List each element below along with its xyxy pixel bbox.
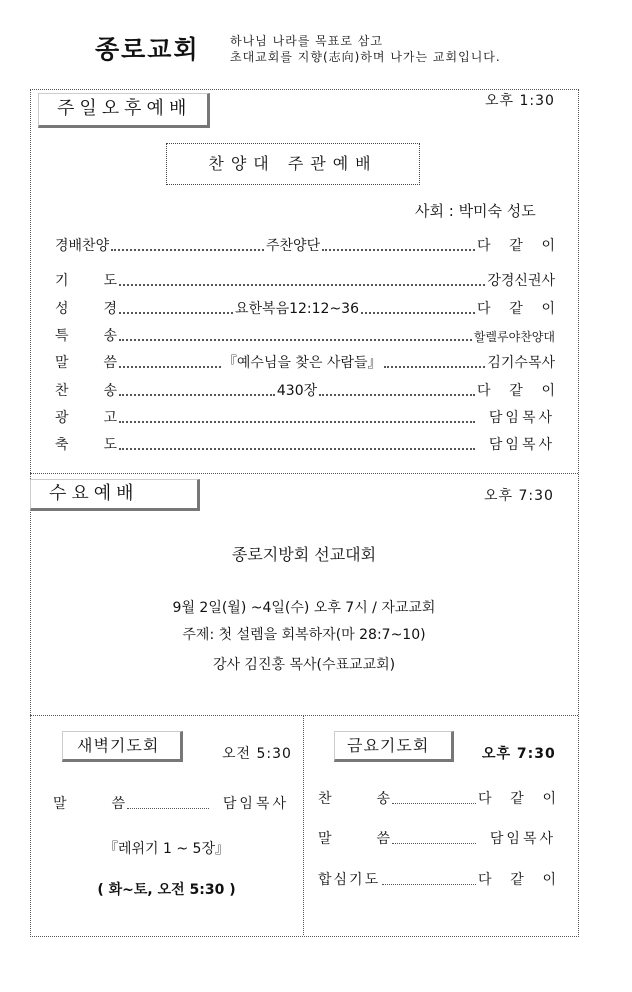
wednesday-event: 종로지방회 선교대회 bbox=[231, 545, 377, 564]
sunday-service-time: 오후 1:30 bbox=[485, 93, 555, 109]
order-detail: 430장 bbox=[276, 383, 318, 399]
order-label bbox=[55, 434, 117, 454]
wednesday-service-time: 오후 7:30 bbox=[484, 488, 554, 504]
label-part: 말 bbox=[55, 355, 69, 371]
label-part: 씀 bbox=[376, 831, 390, 847]
label-part: 성 bbox=[55, 301, 69, 317]
label-part: 같 bbox=[509, 301, 523, 317]
leader-dots bbox=[119, 366, 221, 368]
dawn-sermon-label bbox=[53, 793, 125, 813]
order-value bbox=[477, 380, 555, 400]
order-row bbox=[55, 407, 555, 427]
label-part: 송 bbox=[376, 791, 390, 807]
friday-order-value bbox=[478, 788, 556, 808]
wednesday-speaker: 강사 김진홍 목사(수표교교회) bbox=[212, 657, 396, 673]
label-part: 씀 bbox=[103, 355, 117, 371]
leader-dots bbox=[119, 448, 475, 450]
friday-order-label bbox=[318, 788, 390, 808]
leader-dots bbox=[127, 808, 209, 809]
divider-sunday-wednesday bbox=[30, 473, 578, 474]
friday-prayer-time: 오후 7:30 bbox=[482, 746, 556, 762]
order-value bbox=[477, 235, 555, 255]
label-part: 이 bbox=[541, 238, 555, 254]
label-part: 송 bbox=[103, 328, 117, 344]
leader-dots bbox=[319, 394, 475, 396]
order-row bbox=[55, 235, 555, 255]
order-row bbox=[55, 434, 555, 454]
dawn-schedule: ( 화~토, 오전 5:30 ) bbox=[97, 882, 236, 898]
order-row bbox=[55, 325, 555, 345]
order-row bbox=[55, 380, 555, 400]
order-value: 담임목사 bbox=[488, 410, 555, 426]
label-part: 찬 bbox=[318, 791, 332, 807]
label-part: 광 bbox=[55, 410, 69, 426]
label-part: 같 bbox=[509, 238, 523, 254]
label-part: 찬 bbox=[55, 383, 69, 399]
sunday-service-title: 주일오후예배 bbox=[38, 93, 210, 128]
label-part: 도 bbox=[103, 273, 117, 289]
label-part: 이 bbox=[542, 791, 556, 807]
friday-order-row bbox=[318, 828, 556, 848]
label-part: 이 bbox=[541, 301, 555, 317]
leader-dots bbox=[382, 884, 476, 885]
label-part: 고 bbox=[103, 410, 117, 426]
label-part: 다 bbox=[477, 383, 491, 399]
motto-line-1: 하나님 나라를 목표로 삼고 bbox=[230, 34, 383, 48]
label-part: 말 bbox=[318, 831, 332, 847]
order-row bbox=[55, 352, 555, 372]
label-part: 기 bbox=[55, 273, 69, 289]
leader-dots bbox=[392, 803, 476, 804]
leader-dots bbox=[111, 249, 264, 251]
label-part: 같 bbox=[510, 872, 524, 888]
label-part: 이 bbox=[541, 383, 555, 399]
label-part: 축 bbox=[55, 437, 69, 453]
dawn-sermon-value: 담임목사 bbox=[222, 796, 289, 812]
order-detail: 주찬양단 bbox=[266, 238, 321, 254]
label-part: 송 bbox=[103, 383, 117, 399]
label-part: 다 bbox=[477, 301, 491, 317]
leader-dots bbox=[119, 284, 485, 286]
friday-order-label: 합심기도 bbox=[318, 872, 381, 888]
wednesday-service-title: 수요예배 bbox=[30, 479, 200, 511]
label-part: 같 bbox=[509, 383, 523, 399]
sunday-service-banner: 찬양대 주관예배 bbox=[166, 143, 420, 185]
order-label bbox=[55, 270, 117, 290]
leader-dots bbox=[322, 249, 475, 251]
label-part: 특 bbox=[55, 328, 69, 344]
dawn-prayer-time: 오전 5:30 bbox=[222, 746, 292, 762]
label-part: 다 bbox=[477, 238, 491, 254]
leader-dots bbox=[119, 421, 475, 423]
order-label bbox=[55, 325, 117, 345]
leader-dots bbox=[361, 312, 475, 314]
label-part: 이 bbox=[542, 872, 556, 888]
order-value: 강경신권사 bbox=[487, 273, 555, 289]
leader-dots bbox=[392, 843, 476, 844]
order-detail: 요한복음12:12~36 bbox=[235, 301, 359, 317]
order-row bbox=[55, 298, 555, 318]
wednesday-theme: 주제: 첫 설렘을 회복하자(마 28:7~10) bbox=[182, 627, 426, 643]
label-part: 다 bbox=[478, 791, 492, 807]
leader-dots bbox=[119, 312, 233, 314]
order-value: 담임목사 bbox=[488, 437, 555, 453]
order-label bbox=[55, 407, 117, 427]
leader-dots bbox=[119, 394, 275, 396]
label-part: 말 bbox=[53, 796, 67, 812]
wednesday-date: 9월 2일(월) ~4일(수) 오후 7시 / 자교교회 bbox=[172, 600, 436, 616]
order-label bbox=[55, 380, 117, 400]
friday-order-label bbox=[318, 828, 390, 848]
leader-dots bbox=[119, 339, 472, 341]
label-part: 다 bbox=[478, 872, 492, 888]
divider-dawn-friday bbox=[303, 715, 304, 935]
motto-line-2: 초대교회를 지향(志向)하며 나가는 교회입니다. bbox=[230, 50, 501, 64]
order-value: 할렐루야찬양대 bbox=[473, 330, 555, 344]
order-label bbox=[55, 298, 117, 318]
church-name: 종로교회 bbox=[95, 35, 200, 64]
friday-order-row bbox=[318, 869, 556, 889]
label-part: 같 bbox=[510, 791, 524, 807]
order-detail: 『예수님을 찾은 사람들』 bbox=[222, 355, 382, 371]
order-value bbox=[477, 298, 555, 318]
label-part: 도 bbox=[103, 437, 117, 453]
order-value: 김기수목사 bbox=[487, 355, 555, 371]
label-part: 경 bbox=[103, 301, 117, 317]
order-label: 경배찬양 bbox=[55, 238, 110, 254]
friday-order-row bbox=[318, 788, 556, 808]
dawn-prayer-title: 새벽기도회 bbox=[62, 731, 183, 762]
dawn-scripture: 『레위기 1 ~ 5장』 bbox=[104, 841, 229, 857]
leader-dots bbox=[384, 366, 486, 368]
order-label bbox=[55, 352, 117, 372]
label-part: 씀 bbox=[111, 796, 125, 812]
dawn-sermon-row bbox=[53, 793, 289, 813]
sunday-service-leader: 사회 : 박미숙 성도 bbox=[415, 202, 536, 220]
divider-wednesday-bottom bbox=[30, 715, 578, 716]
friday-prayer-title: 금요기도회 bbox=[334, 731, 454, 762]
friday-order-value bbox=[478, 869, 556, 889]
friday-order-value: 담임목사 bbox=[489, 831, 556, 847]
order-row bbox=[55, 270, 555, 290]
